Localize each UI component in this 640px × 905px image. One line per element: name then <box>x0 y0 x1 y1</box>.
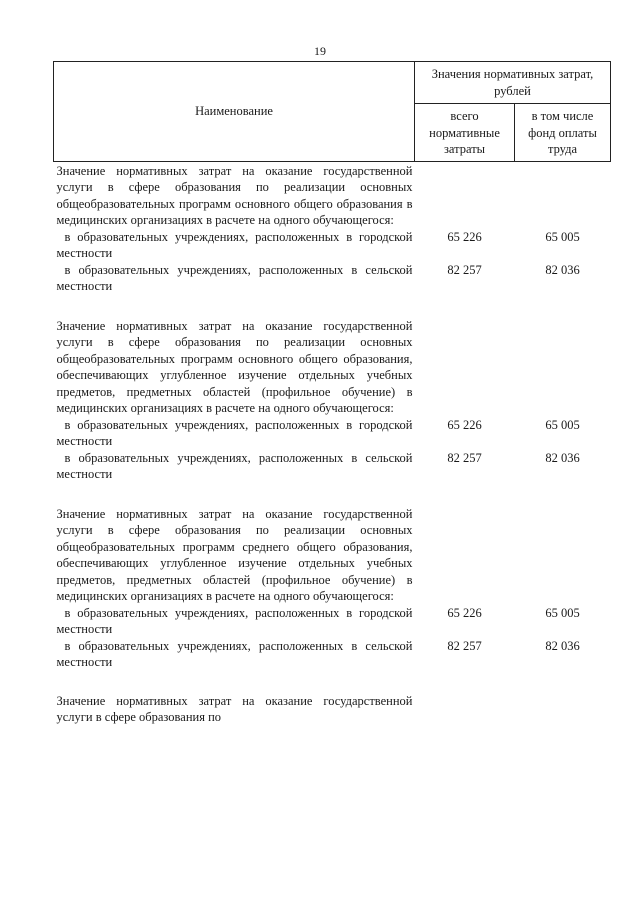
item-total: 82 257 <box>447 262 482 277</box>
header-total: всего нормативные затраты <box>415 104 515 162</box>
table-body <box>54 161 611 726</box>
table-row <box>54 605 611 638</box>
header-name: Наименование <box>54 62 415 162</box>
item-wage: 65 005 <box>545 417 580 432</box>
table-row <box>54 229 611 262</box>
section-title: Значение нормативных затрат на оказание государственной услуги в сфере образования по реализации основных общеобразовательных программ основного общего образования, обеспечивающих углубленное изучение отдельных учебных предметов, предметных областей (профильное обучение) в медицинских организациях в расчете на одного обучающегося: <box>56 318 413 415</box>
item-label: в образовательных учреждениях, расположенных в городской местности <box>56 229 413 260</box>
item-total: 65 226 <box>447 229 482 244</box>
table-row <box>54 638 611 693</box>
section-title: Значение нормативных затрат на оказание государственной услуги в сфере образования по реализации основных общеобразовательных программ среднего общего образования, обеспечивающих углубленное изучение отдельных учебных предметов, предметных областей (профильное обучение) в медицинских организациях в расчете на одного обучающегося: <box>56 506 413 603</box>
item-label: в образовательных учреждениях, расположенных в сельской местности <box>56 262 413 293</box>
item-label: в образовательных учреждениях, расположенных в городской местности <box>56 605 413 636</box>
item-total: 82 257 <box>447 638 482 653</box>
section-row <box>54 161 611 229</box>
item-label: в образовательных учреждениях, расположенных в сельской местности <box>56 638 413 669</box>
section-title: Значение нормативных затрат на оказание государственной услуги в сфере образования по <box>56 693 413 724</box>
header-wage: в том числе фонд оплаты труда <box>515 104 611 162</box>
table-header <box>54 62 611 162</box>
item-total: 82 257 <box>447 450 482 465</box>
page-number: 19 <box>314 44 326 58</box>
item-label: в образовательных учреждениях, расположенных в сельской местности <box>56 450 413 481</box>
item-label: в образовательных учреждениях, расположенных в городской местности <box>56 417 413 448</box>
item-wage: 65 005 <box>545 229 580 244</box>
item-wage: 65 005 <box>545 605 580 620</box>
table-row <box>54 262 611 317</box>
item-total: 65 226 <box>447 605 482 620</box>
cost-table <box>53 61 611 726</box>
section-title: Значение нормативных затрат на оказание государственной услуги в сфере образования по реализации основных общеобразовательных программ основного общего образования в медицинских организациях в расчете на одного обучающегося: <box>56 163 413 227</box>
item-wage: 82 036 <box>545 638 580 653</box>
item-wage: 82 036 <box>545 262 580 277</box>
item-total: 65 226 <box>447 417 482 432</box>
section-row <box>54 505 611 605</box>
table-row <box>54 417 611 450</box>
section-row <box>54 693 611 726</box>
header-group: Значения нормативных затрат, рублей <box>415 62 611 104</box>
table-row <box>54 450 611 505</box>
item-wage: 82 036 <box>545 450 580 465</box>
section-row <box>54 317 611 417</box>
